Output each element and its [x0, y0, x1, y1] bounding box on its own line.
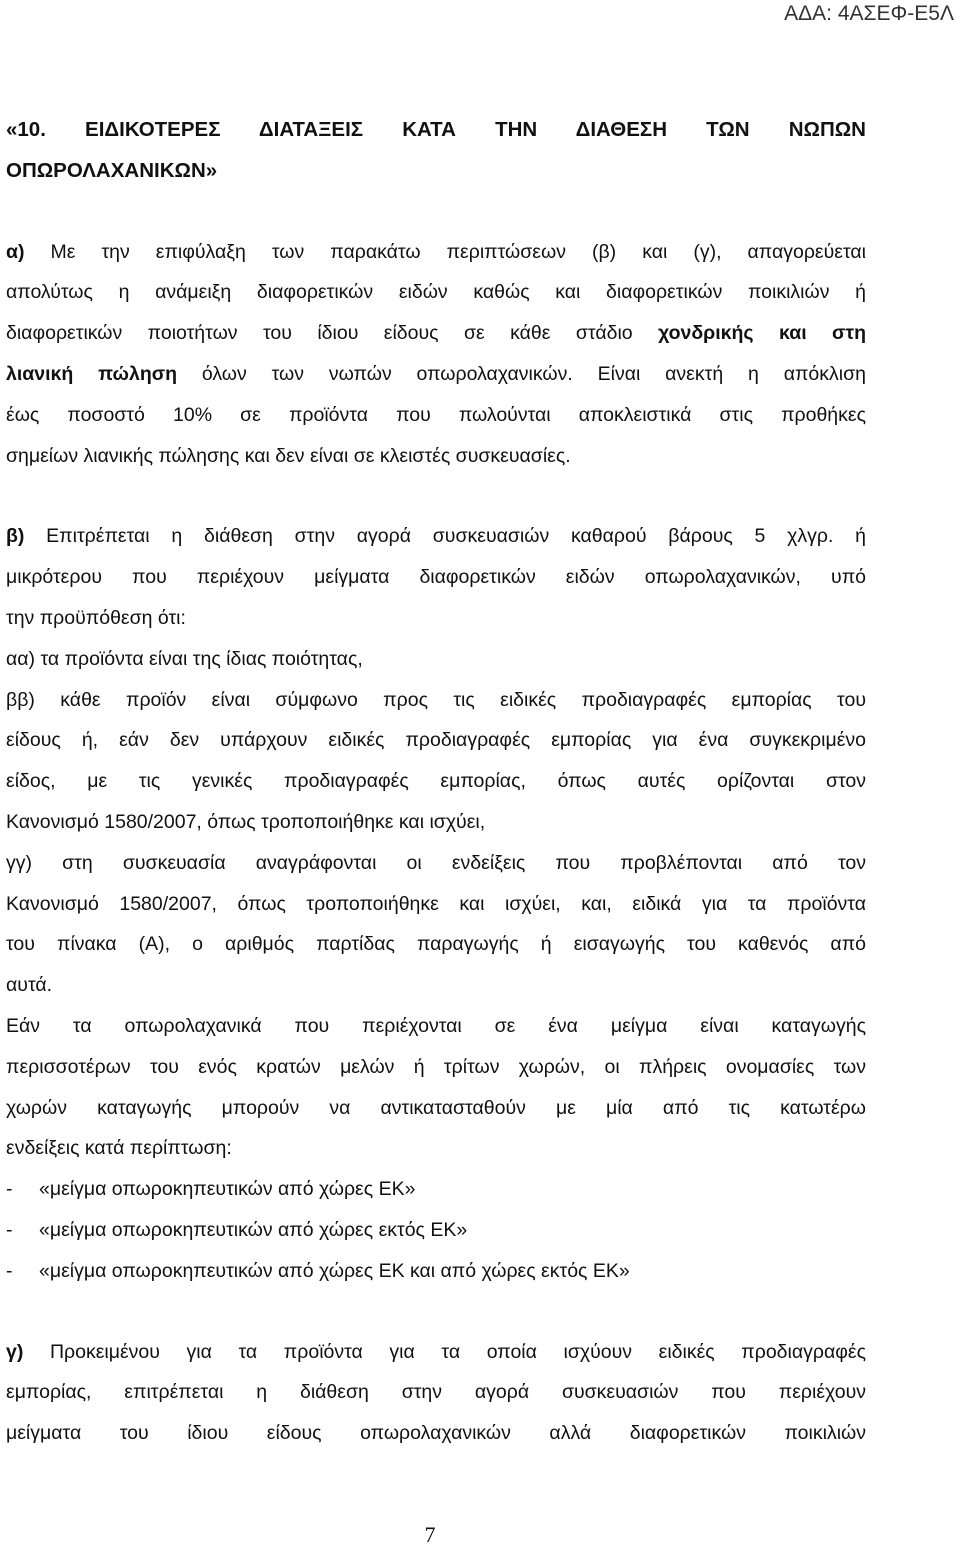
document-code: ΑΔΑ: 4ΑΣΕΦ-Ε5Λ: [784, 2, 954, 25]
paragraph-a-line-4-text: όλων των νωπών οπωρολαχανικών. Είναι ανεκτή η απόκλιση: [177, 362, 866, 385]
condition-bb-line-2: είδους ή, εάν δεν υπάρχουν ειδικές προδιαγραφές εμπορίας για ένα συγκεκριμένο: [6, 729, 866, 752]
paragraph-a-line-2: απολύτως η ανάμειξη διαφορετικών ειδών καθώς και διαφορετικών ποικιλιών ή: [6, 281, 866, 304]
paragraph-b-line-1-text: Επιτρέπεται η διάθεση στην αγορά συσκευασιών καθαρού βάρους 5 χλγρ. ή: [24, 525, 866, 548]
paragraph-a-line-5: έως ποσοστό 10% σε προϊόντα που πωλούνται αποκλειστικά στις προθήκες: [6, 403, 866, 426]
origin-paragraph-line-4: ενδείξεις κατά περίπτωση:: [6, 1137, 232, 1160]
paragraph-a-line-6: σημείων λιανικής πώλησης και δεν είναι σε κλειστές συσκευασίες.: [6, 444, 571, 467]
condition-gg-line-2: Κανονισμό 1580/2007, όπως τροποποιήθηκε και ισχύει, και, ειδικά για τα προϊόντα: [6, 892, 866, 915]
paragraph-a-line-1-text: Με την επιφύλαξη των παρακάτω περιπτώσεων (β) και (γ), απαγορεύεται: [24, 240, 866, 263]
list-item: [6, 1210, 866, 1251]
paragraph-c-marker: γ): [6, 1340, 24, 1363]
paragraph-c-line-2: εμπορίας, επιτρέπεται η διάθεση στην αγορά συσκευασιών που περιέχουν: [6, 1381, 866, 1404]
list-item: [6, 1169, 866, 1210]
list-dash: -: [6, 1218, 13, 1241]
list-item: [6, 1251, 866, 1292]
condition-gg-line-1: γγ) στη συσκευασία αναγράφονται οι ενδείξεις που προβλέπονται από τον: [6, 851, 866, 874]
paragraph-b-marker: β): [6, 525, 25, 548]
paragraph-a-line-1: [6, 232, 866, 273]
origin-paragraph-line-1: Εάν τα οπωρολαχανικά που περιέχονται σε ένα μείγμα είναι καταγωγής: [6, 1014, 866, 1037]
article-title: [6, 110, 866, 192]
page-number: 7: [424, 1522, 436, 1547]
paragraph-a-line-3-text: διαφορετικών ποιοτήτων του ίδιου είδους σε κάθε στάδιο: [6, 322, 659, 345]
list-item-text: «μείγμα οπωροκηπευτικών από χώρες ΕΚ και από χώρες εκτός ΕΚ»: [39, 1259, 630, 1282]
origin-paragraph-line-3: χωρών καταγωγής μπορούν να αντικατασταθούν με μία από τις κατωτέρω: [6, 1096, 866, 1119]
paragraph-b-line-3: την προϋπόθεση ότι:: [6, 606, 186, 629]
paragraph-c-line-1-text: Προκειμένου για τα προϊόντα για τα οποία ισχύουν ειδικές προδιαγραφές: [23, 1340, 866, 1363]
paragraph-a-line-3: [6, 313, 866, 354]
list-dash: -: [6, 1178, 13, 1201]
paragraph-b: [6, 516, 866, 1291]
paragraph-a: [6, 232, 866, 477]
origin-list: [6, 1169, 866, 1291]
list-item-text: «μείγμα οπωροκηπευτικών από χώρες ΕΚ»: [39, 1178, 416, 1201]
condition-bb-line-1: ββ) κάθε προϊόν είναι σύμφωνο προς τις ειδικές προδιαγραφές εμπορίας του: [6, 688, 866, 711]
paragraph-a-marker: α): [6, 240, 25, 263]
spacer: [6, 1292, 866, 1332]
paragraph-b-line-1: [6, 516, 866, 557]
document-body: [6, 110, 866, 1454]
condition-gg-line-3: του πίνακα (Α), ο αριθμός παρτίδας παραγωγής ή εισαγωγής του καθενός από: [6, 933, 866, 956]
condition-aa: αα) τα προϊόντα είναι της ίδιας ποιότητας,: [6, 647, 363, 670]
title-line-2: ΟΠΩΡΟΛΑΧΑΝΙΚΩΝ»: [6, 158, 218, 182]
paragraph-a-bold-phrase: χονδρικής και στη: [658, 322, 866, 345]
paragraph-b-line-2: μικρότερου που περιέχουν μείγματα διαφορετικών ειδών οπωρολαχανικών, υπό: [6, 566, 866, 589]
list-item-text: «μείγμα οπωροκηπευτικών από χώρες εκτός ΕΚ»: [39, 1218, 468, 1241]
origin-paragraph-line-2: περισσοτέρων του ενός κρατών μελών ή τρίτων χωρών, οι πλήρεις ονομασίες των: [6, 1055, 866, 1078]
list-dash: -: [6, 1259, 13, 1282]
title-line-1: «10. ΕΙΔΙΚΟΤΕΡΕΣ ΔΙΑΤΑΞΕΙΣ ΚΑΤΑ ΤΗΝ ΔΙΑΘΕΣΗ ΤΩΝ ΝΩΠΩΝ: [6, 118, 866, 141]
condition-gg-line-4: αυτά.: [6, 974, 53, 997]
paragraph-c-line-1: [6, 1332, 866, 1373]
paragraph-c: [6, 1332, 866, 1454]
paragraph-a-line-4: [6, 354, 866, 395]
spacer: [6, 192, 866, 232]
paragraph-c-line-3: μείγματα του ίδιου είδους οπωρολαχανικών αλλά διαφορετικών ποικιλιών: [6, 1422, 866, 1445]
condition-bb-line-4: Κανονισμό 1580/2007, όπως τροποποιήθηκε και ισχύει,: [6, 810, 486, 833]
condition-bb-line-3: είδος, με τις γενικές προδιαγραφές εμπορίας, όπως αυτές ορίζονται στον: [6, 770, 866, 793]
spacer: [6, 476, 866, 516]
paragraph-a-bold-phrase-2: λιανική πώληση: [6, 362, 178, 385]
